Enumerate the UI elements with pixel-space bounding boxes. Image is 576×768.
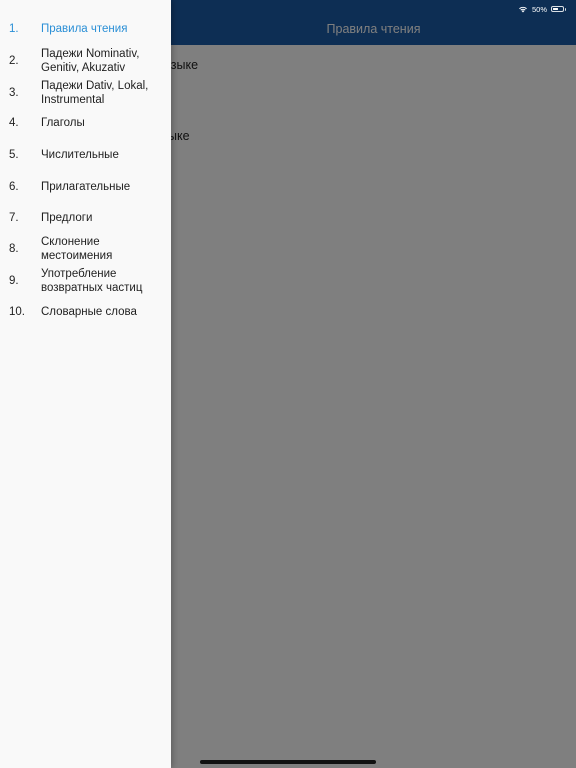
menu-item-number: 7.	[9, 212, 19, 225]
menu-item-8[interactable]	[0, 236, 171, 263]
menu-item-label: Употребление возвратных частиц	[41, 268, 143, 294]
menu-item-number: 6.	[9, 181, 19, 194]
menu-item-5[interactable]	[0, 148, 171, 164]
menu-item-label: Глаголы	[41, 117, 85, 130]
menu-item-label: Падежи Nominativ, Genitiv, Akuzativ	[41, 48, 140, 74]
home-indicator[interactable]	[200, 760, 376, 764]
menu-item-number: 9.	[9, 274, 19, 287]
battery-tip	[565, 8, 567, 11]
menu-item-9[interactable]	[0, 268, 171, 295]
menu-item-number: 5.	[9, 149, 19, 162]
battery-icon	[551, 6, 564, 13]
menu-item-number: 2.	[9, 54, 19, 67]
menu-item-number: 3.	[9, 86, 19, 99]
menu-item-label: Склонение местоимения	[41, 236, 113, 262]
menu-item-label: Числительные	[41, 149, 119, 162]
menu-item-number: 8.	[9, 242, 19, 255]
battery-percentage: 50%	[531, 4, 547, 14]
menu-item-label: Предлоги	[41, 212, 93, 225]
side-drawer	[0, 0, 171, 768]
menu-item-number: 1.	[9, 23, 19, 36]
menu-item-number: 10.	[9, 306, 25, 319]
menu-item-label: Словарные слова	[41, 306, 137, 319]
menu-item-label: Прилагательные	[41, 181, 131, 194]
menu-item-number: 4.	[9, 117, 19, 130]
drawer-menu	[0, 0, 171, 700]
menu-item-label: Падежи Dativ, Lokal, Instrumental	[41, 80, 149, 106]
menu-item-2[interactable]	[0, 48, 171, 75]
menu-item-7[interactable]	[0, 211, 171, 227]
menu-item-3[interactable]	[0, 80, 171, 107]
menu-item-6[interactable]	[0, 180, 171, 196]
status-bar	[518, 3, 564, 15]
menu-item-4[interactable]	[0, 116, 171, 132]
wifi-icon	[518, 5, 528, 13]
menu-item-1[interactable]	[0, 22, 171, 38]
battery-fill	[553, 8, 558, 11]
menu-item-10[interactable]	[0, 305, 171, 321]
menu-item-label: Правила чтения	[41, 23, 128, 36]
